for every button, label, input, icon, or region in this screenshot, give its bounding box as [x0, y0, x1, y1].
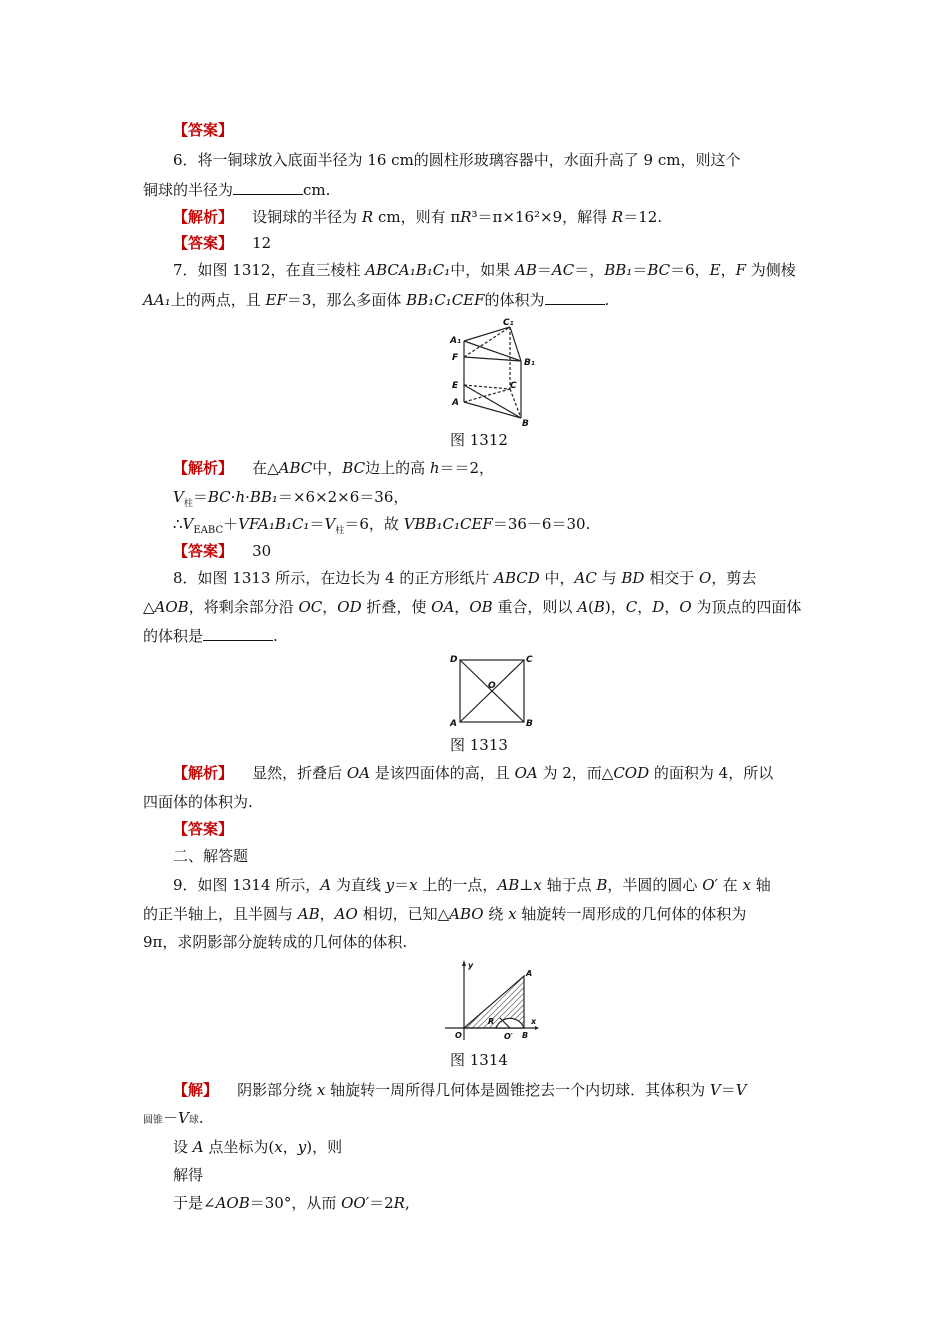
q8-a: 显然，折叠后 — [252, 764, 347, 782]
q7-a: V — [173, 488, 184, 506]
q8-line-3 — [143, 626, 278, 646]
q9-s: ＝30°，从而 — [249, 1194, 342, 1212]
q9-s: 点坐标为( — [203, 1138, 275, 1156]
q7-t: ＝ — [536, 261, 552, 279]
q6-text-2a: 铜球的半径为 — [143, 181, 234, 199]
q9-t: y — [385, 876, 395, 894]
q9-t: x — [409, 876, 418, 894]
q7-t: AA₁ — [143, 291, 171, 309]
q8-t: ， — [637, 598, 653, 616]
q9-s: 圆锥 — [143, 1115, 163, 1126]
edge-a1c1 — [464, 327, 510, 341]
q8-t: 相交于 — [644, 569, 699, 587]
y-arrow-icon — [462, 960, 466, 966]
q6-an-c: cm，则有 π — [373, 208, 461, 226]
q8-t: 为顶点的四面体 — [691, 598, 802, 616]
q9-t: 为直线 — [331, 876, 386, 894]
q9-t: AB — [297, 905, 320, 923]
q6-an-g: ＝12. — [623, 208, 663, 226]
q9-line-3 — [143, 932, 407, 952]
q7-analysis-1 — [173, 458, 494, 478]
label-c1: C₁ — [503, 318, 514, 328]
q8-t: OB — [469, 598, 493, 616]
q9-t: 轴旋转一周形成的几何体的体积为 — [516, 905, 747, 923]
q8-t: B — [593, 598, 605, 616]
q7-a: V — [324, 515, 336, 533]
q7-a: ∴ — [173, 515, 183, 533]
q7-a: 中， — [312, 459, 343, 477]
q8-t: 8．如图 1313 所示，在边长为 4 的正方形纸片 — [173, 569, 495, 587]
figure-1314-graph — [440, 958, 540, 1042]
label-a: A — [526, 969, 533, 978]
q7-a: 在△ — [252, 459, 279, 477]
q9-t: A — [320, 876, 332, 894]
q7-a: 柱 — [183, 499, 193, 509]
q7-t: 为侧棱 — [746, 261, 796, 279]
section-heading: 二、解答题 — [173, 847, 249, 865]
edge-c1b1 — [510, 327, 521, 361]
q9-solution-1 — [173, 1080, 747, 1100]
q9-s: ＝ — [720, 1081, 736, 1099]
answer-tag: 【答案】 — [173, 234, 234, 252]
q7-t: 中，如果 — [450, 261, 516, 279]
q9-s: )，则 — [306, 1138, 343, 1156]
answer-tag: 【答案】 — [173, 121, 234, 139]
q8-t: O — [699, 569, 712, 587]
q9-t: ， — [319, 905, 335, 923]
q9-s: 于是∠ — [173, 1194, 216, 1212]
q7-t: ， — [720, 261, 736, 279]
q9-solution-4 — [173, 1165, 203, 1185]
q7-a: V — [182, 515, 194, 533]
q7-t: ABCA₁B₁C₁ — [365, 261, 451, 279]
q8-a: OA — [514, 764, 538, 782]
q9-t: 在 — [717, 876, 743, 894]
label-c: C — [510, 381, 517, 391]
q7-a: 边上的高 — [365, 459, 430, 477]
q7-t: . — [604, 291, 610, 309]
analysis-tag: 【解析】 — [173, 208, 234, 226]
q9-s: 球 — [188, 1115, 199, 1126]
q7-t: EF — [265, 291, 287, 309]
q7-a: ＝＝2， — [439, 459, 495, 477]
label-b: B — [522, 419, 529, 427]
q7-a: · — [230, 488, 236, 506]
q9-t: AB — [497, 876, 520, 894]
q8-t: 折叠，使 — [361, 598, 432, 616]
q7-a: h — [235, 488, 246, 506]
q7-answer-value: 30 — [252, 542, 272, 560]
q8-t: △ — [143, 598, 155, 616]
q7-a: ＝6，故 — [344, 515, 404, 533]
q7-t: ＝ — [632, 261, 648, 279]
q9-s: x — [316, 1081, 326, 1099]
q7-a: VBB₁C₁CEF — [403, 515, 493, 533]
q6-text-1: 6．将一铜球放入底面半径为 16 cm的圆柱形玻璃容器中，水面升高了 9 cm，则这个 — [173, 151, 741, 169]
q7-a: ＝×6×2×6＝36， — [277, 488, 409, 506]
q8-line-2 — [143, 597, 801, 617]
q9-solution-3 — [173, 1137, 342, 1157]
q9-t: AO — [334, 905, 358, 923]
q8-t: O — [679, 598, 692, 616]
x-arrow-icon — [535, 1026, 539, 1030]
q7-t: 的体积为 — [484, 291, 545, 309]
q8-t: A — [577, 598, 589, 616]
q9-t: B — [596, 876, 608, 894]
q6-an-b: R — [361, 208, 374, 226]
q8-t: ，将剩余部分沿 — [188, 598, 299, 616]
q8-t: D — [652, 598, 665, 616]
q9-t: 上的一点， — [417, 876, 498, 894]
q9-s: A — [192, 1138, 204, 1156]
q9-t: ⊥ — [519, 876, 534, 894]
q7-a: BB₁ — [249, 488, 278, 506]
q6-analysis — [173, 207, 662, 227]
q8-analysis-2 — [143, 792, 253, 812]
q6-answer-value: 12 — [252, 234, 272, 252]
q9-s: ， — [282, 1138, 298, 1156]
q9-s: 阴影部分绕 — [237, 1081, 317, 1099]
q7-analysis-2 — [173, 487, 408, 507]
q8-t: OD — [337, 598, 362, 616]
q6-line-1 — [173, 150, 741, 170]
q8-t: 与 — [596, 569, 622, 587]
label-r: R — [488, 1017, 495, 1026]
q6-an-d: R — [460, 208, 472, 226]
label-f: F — [452, 353, 459, 363]
q9-s: V — [709, 1081, 721, 1099]
q7-a: EABC — [193, 525, 224, 536]
q9-s: 设 — [173, 1138, 193, 1156]
q8-answer — [173, 819, 233, 839]
q8-t: OA — [431, 598, 455, 616]
q9-s: y — [297, 1138, 307, 1156]
q9-t: ABO — [449, 905, 484, 923]
figure-1312-prism — [444, 315, 544, 427]
q7-t: BB₁C₁CEF — [406, 291, 485, 309]
q7-a: · — [245, 488, 250, 506]
q9-line-2 — [143, 904, 746, 924]
q7-t: BB₁ — [604, 261, 633, 279]
q8-a: 为 2，而△ — [537, 764, 614, 782]
q9-t: 9．如图 1314 所示， — [173, 876, 321, 894]
q9-t: x — [508, 905, 517, 923]
q9-line-1 — [173, 875, 771, 895]
label-b1: B₁ — [524, 358, 535, 368]
q8-t: 中， — [539, 569, 575, 587]
edge-cb — [510, 389, 521, 418]
q9-solution-2 — [143, 1108, 204, 1131]
q8-t: C — [625, 598, 638, 616]
q7-t: 7．如图 1312，在直三棱柱 — [173, 261, 366, 279]
q8-t: 的体积是 — [143, 627, 204, 645]
q7-answer — [173, 541, 271, 561]
q8-a: OA — [346, 764, 371, 782]
label-o: O — [488, 681, 496, 691]
label-x: x — [531, 1017, 537, 1026]
q7-line-1 — [173, 260, 796, 280]
answer-line-5 — [173, 120, 233, 140]
q9-t: 绕 — [483, 905, 509, 923]
q7-t: AC — [551, 261, 575, 279]
q9-s: OO′ — [341, 1194, 370, 1212]
q9-s: 轴旋转一周所得几何体是圆锥挖去一个内切球．其体积为 — [325, 1081, 710, 1099]
q8-answer-blank — [203, 626, 273, 641]
figure-1312-caption: 图 1312 — [450, 431, 508, 449]
label-o-prime: O′ — [504, 1032, 513, 1041]
q7-t: 上的两点，且 — [170, 291, 266, 309]
q8-t: ， — [454, 598, 470, 616]
q7-t: F — [735, 261, 747, 279]
q7-t: ＝， — [574, 261, 605, 279]
q9-t: x — [533, 876, 542, 894]
answer-tag: 【答案】 — [173, 542, 234, 560]
label-b: B — [526, 719, 533, 729]
q7-answer-blank — [545, 290, 605, 305]
q7-t: BC — [647, 261, 671, 279]
q7-a: ＝ — [309, 515, 325, 533]
q7-a: BC — [207, 488, 231, 506]
q9-t: x — [742, 876, 751, 894]
label-a: A — [450, 719, 457, 729]
q9-s: R — [393, 1194, 405, 1212]
q7-a: ＝ — [192, 488, 208, 506]
answer-tag: 【答案】 — [173, 820, 234, 838]
label-d: D — [450, 655, 458, 665]
q6-line-2 — [143, 180, 330, 200]
q9-s: ＝2 — [369, 1194, 394, 1212]
q8-t: ， — [322, 598, 338, 616]
q8-t: ，剪去 — [711, 569, 757, 587]
q9-s: － — [163, 1109, 179, 1127]
q7-t: ＝3，那么多面体 — [286, 291, 407, 309]
q6-an-a: 设铜球的半径为 — [252, 208, 362, 226]
q9-t: ，半圆的圆心 — [607, 876, 703, 894]
analysis-tag: 【解析】 — [173, 764, 234, 782]
q6-answer-blank — [233, 180, 303, 195]
q8-t: 重合，则以 — [492, 598, 578, 616]
label-a: A — [452, 398, 459, 408]
q9-s: 解得 — [173, 1166, 204, 1184]
q7-a: 柱 — [335, 526, 345, 536]
q8-t: )， — [604, 598, 626, 616]
edge-ac — [464, 389, 510, 402]
edge-fc1 — [464, 327, 510, 357]
q9-s: . — [198, 1109, 204, 1127]
q8-t: ( — [588, 598, 594, 616]
label-y: y — [468, 961, 474, 970]
q8-line-1 — [173, 568, 756, 588]
q9-s: , — [404, 1194, 410, 1212]
q9-s: V — [178, 1109, 189, 1127]
q8-a: COD — [613, 764, 650, 782]
label-a1: A₁ — [450, 336, 461, 346]
q8-a: 的面积为 4，所以 — [649, 764, 774, 782]
q7-a: VFA₁B₁C₁ — [238, 515, 310, 533]
q8-t: ， — [664, 598, 680, 616]
q7-a: h — [429, 459, 440, 477]
q9-s: V — [735, 1081, 747, 1099]
figure-1313-square — [448, 652, 536, 730]
q7-t: E — [709, 261, 721, 279]
q7-a: ABC — [278, 459, 313, 477]
q9-t: 相切，已知△ — [357, 905, 450, 923]
edge-ab — [464, 402, 521, 418]
q9-t: ＝ — [394, 876, 410, 894]
q8-t: AOB — [154, 598, 189, 616]
q6-an-f: R — [611, 208, 624, 226]
q7-t: ＝6， — [670, 261, 710, 279]
label-o: O — [455, 1031, 462, 1040]
analysis-tag: 【解析】 — [173, 459, 234, 477]
q8-a: 是该四面体的高，且 — [370, 764, 515, 782]
q9-s: x — [274, 1138, 283, 1156]
q8-t: . — [273, 627, 278, 645]
q8-t: AC — [574, 569, 597, 587]
q6-text-2b: cm. — [303, 181, 331, 199]
q6-answer — [173, 233, 271, 253]
figure-1313-caption: 图 1313 — [450, 736, 508, 754]
label-b: B — [522, 1031, 529, 1040]
q7-analysis-3 — [173, 514, 590, 534]
label-c: C — [526, 655, 533, 665]
q8-t: OC — [298, 598, 323, 616]
q7-a: ＝36－6＝30. — [492, 515, 591, 533]
figure-1314-caption: 图 1314 — [450, 1051, 508, 1069]
q9-solution-5 — [173, 1193, 410, 1213]
q9-t: 轴于点 — [541, 876, 597, 894]
q7-t: AB — [515, 261, 537, 279]
q9-t: 的正半轴上，且半圆与 — [143, 905, 298, 923]
q6-an-e: ³＝π×16²×9，解得 — [471, 208, 612, 226]
q8-t: ABCD — [494, 569, 540, 587]
q8-t: BD — [621, 569, 645, 587]
q8-analysis-1 — [173, 763, 773, 783]
q8-a: 四面体的体积为. — [143, 793, 253, 811]
label-e: E — [452, 381, 459, 391]
q9-t: 轴 — [750, 876, 771, 894]
q7-a: ＋ — [223, 515, 239, 533]
q9-t: 9π，求阴影部分旋转成的几何体的体积. — [143, 933, 408, 951]
solution-tag: 【解】 — [173, 1081, 219, 1099]
q7-a: BC — [342, 459, 366, 477]
q9-s: AOB — [215, 1194, 250, 1212]
q9-t: O′ — [702, 876, 718, 894]
q7-line-2 — [143, 290, 609, 310]
